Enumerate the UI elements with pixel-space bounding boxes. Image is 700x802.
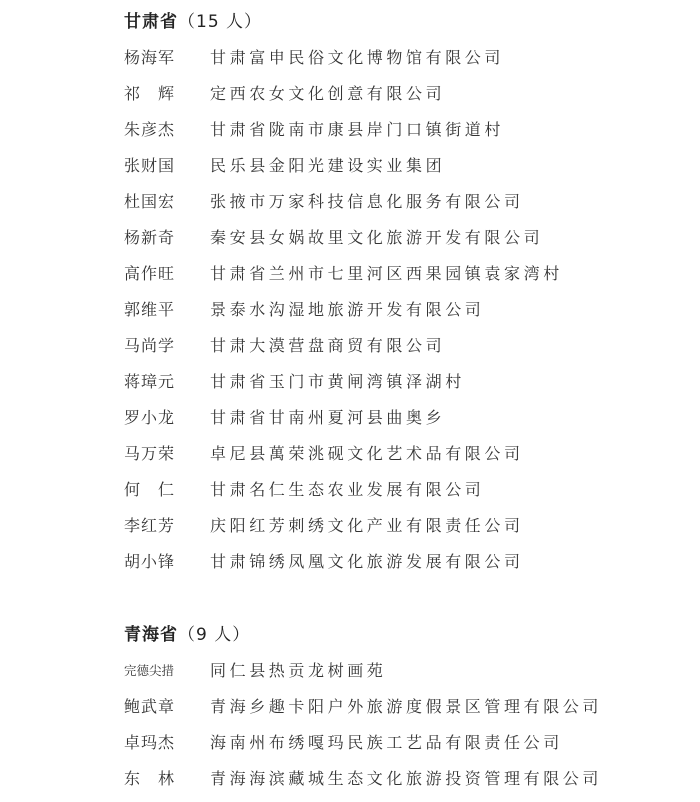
organization-name: 海南州布绣嘎玛民族工艺品有限责任公司 — [210, 733, 563, 752]
list-item — [124, 76, 684, 112]
list-item — [124, 472, 684, 508]
person-name: 何 仁 — [124, 480, 176, 499]
person-name: 完德尖措 — [124, 663, 175, 678]
people-list-gansu — [124, 40, 684, 580]
list-item — [124, 220, 684, 256]
person-name: 高作旺 — [124, 264, 176, 283]
person-name: 祁 辉 — [124, 84, 176, 103]
organization-name: 青海海滨藏城生态文化旅游投资管理有限公司 — [210, 769, 603, 788]
organization-name: 甘肃名仁生态农业发展有限公司 — [210, 480, 485, 499]
organization-name: 张掖市万家科技信息化服务有限公司 — [210, 192, 524, 211]
list-item — [124, 148, 684, 184]
list-item — [124, 256, 684, 292]
section-qinghai — [124, 617, 684, 797]
people-list-qinghai — [124, 653, 684, 797]
person-name: 马尚学 — [124, 336, 176, 355]
list-item — [124, 508, 684, 544]
province-name: 甘肃省 — [124, 12, 178, 32]
section-gansu — [124, 4, 684, 580]
person-name: 鲍武章 — [124, 697, 176, 716]
section-title-qinghai — [124, 617, 684, 653]
list-item — [124, 364, 684, 400]
person-name: 胡小锋 — [124, 552, 176, 571]
list-item — [124, 292, 684, 328]
organization-name: 甘肃省玉门市黄闸湾镇泽湖村 — [210, 372, 465, 391]
list-item — [124, 184, 684, 220]
organization-name: 甘肃省陇南市康县岸门口镇街道村 — [210, 120, 505, 139]
section-title-gansu — [124, 4, 684, 40]
person-name: 杨海军 — [124, 48, 176, 67]
organization-name: 甘肃省兰州市七里河区西果园镇袁家湾村 — [210, 264, 563, 283]
list-item — [124, 653, 684, 689]
organization-name: 民乐县金阳光建设实业集团 — [210, 156, 446, 175]
organization-name: 甘肃锦绣凤凰文化旅游发展有限公司 — [210, 552, 524, 571]
list-item — [124, 112, 684, 148]
people-count: （15 人） — [178, 12, 263, 32]
organization-name: 同仁县热贡龙树画苑 — [210, 661, 387, 680]
person-name: 马万荣 — [124, 444, 176, 463]
person-name: 东 林 — [124, 769, 176, 788]
person-name: 张财国 — [124, 156, 176, 175]
organization-name: 卓尼县萬荣洮砚文化艺术品有限公司 — [210, 444, 524, 463]
list-item — [124, 725, 684, 761]
organization-name: 庆阳红芳刺绣文化产业有限责任公司 — [210, 516, 524, 535]
list-item — [124, 328, 684, 364]
organization-name: 甘肃省甘南州夏河县曲奥乡 — [210, 408, 446, 427]
list-item — [124, 544, 684, 580]
person-name: 朱彦杰 — [124, 120, 176, 139]
person-name: 蒋璋元 — [124, 372, 176, 391]
organization-name: 景泰水沟湿地旅游开发有限公司 — [210, 300, 485, 319]
organization-name: 甘肃大漠营盘商贸有限公司 — [210, 336, 446, 355]
list-item — [124, 400, 684, 436]
person-name: 杨新奇 — [124, 228, 176, 247]
person-name: 杜国宏 — [124, 192, 176, 211]
person-name: 卓玛杰 — [124, 733, 176, 752]
organization-name: 甘肃富申民俗文化博物馆有限公司 — [210, 48, 505, 67]
person-name: 郭维平 — [124, 300, 176, 319]
organization-name: 秦安县女娲故里文化旅游开发有限公司 — [210, 228, 544, 247]
list-item — [124, 436, 684, 472]
list-item — [124, 761, 684, 797]
person-name: 李红芳 — [124, 516, 176, 535]
people-count: （9 人） — [178, 625, 251, 645]
organization-name: 青海乡趣卡阳户外旅游度假景区管理有限公司 — [210, 697, 603, 716]
organization-name: 定西农女文化创意有限公司 — [210, 84, 446, 103]
person-name: 罗小龙 — [124, 408, 176, 427]
list-item — [124, 40, 684, 76]
list-item — [124, 689, 684, 725]
province-name: 青海省 — [124, 625, 178, 645]
